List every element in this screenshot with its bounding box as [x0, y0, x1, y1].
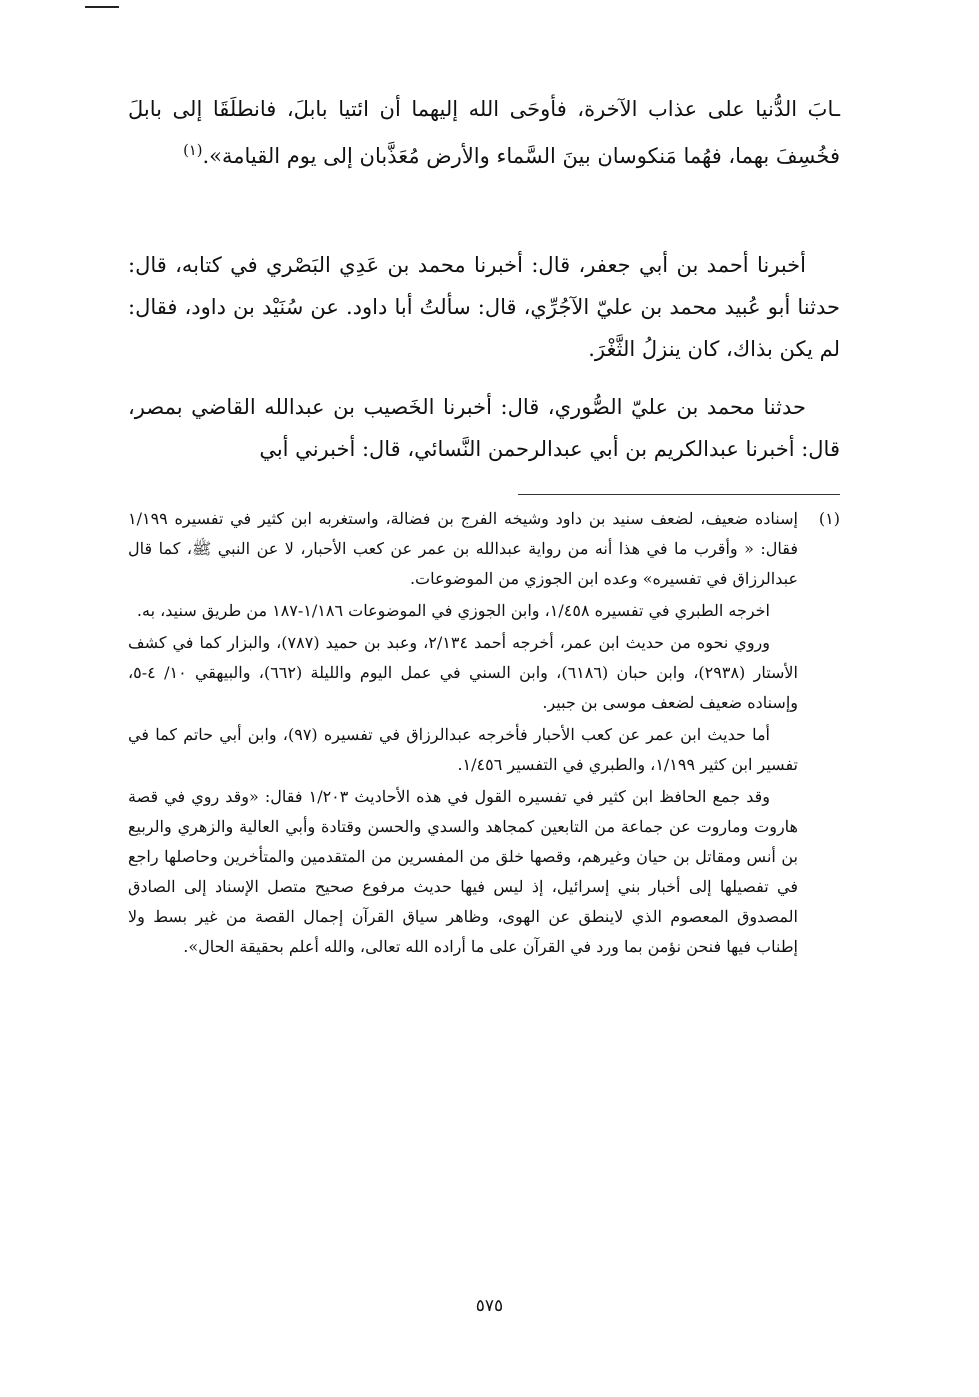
footnote-paragraph: وقد جمع الحافظ ابن كثير في تفسيره القول في هذه الأحاديث ١/٢٠٣ فقال: «وقد روي في قصة هاروت وماروت عن جماعة من التابعين كمجاهد والسدي والحسن وقتادة وأبي العالية والزهري والربيع بن أنس ومقاتل بن حيان وغيرهم، وقصها خلق من المفسرين من المتقدمين والمتأخرين وحاصلها راجع في تفصيلها إلى أخبار بني إسرائيل، إذ ليس فيها حديث مرفوع صحيح متصل الإسناد إلى الصادق المصدوق المعصوم الذي لاينطق عن الهوى، وظاهر سياق القرآن إجمال القصة من غير بسط ولا إطناب فيها فنحن نؤمن بما ورد في القرآن على ما أراده الله تعالى، والله أعلم بحقيقة الحال».	[128, 787, 798, 956]
footnote-body	[128, 504, 798, 964]
footnote-reference: (١)	[183, 142, 203, 159]
footnote-paragraph: إسناده ضعيف، لضعف سنيد بن داود وشيخه الفرج بن فضالة، واستغربه ابن كثير في تفسيره ١/١٩٩ فقال: « وأقرب ما في هذا أنه من رواية عبدالله بن عمر عن كعب الأحبار، لا عن النبي ﷺ، كما قال عبدالرزاق في تفسيره» وعده ابن الجوزي من الموضوعات.	[128, 509, 798, 588]
footnote-paragraph: وروي نحوه من حديث ابن عمر، أخرجه أحمد ٢/١٣٤، وعبد بن حميد (٧٨٧)، والبزار كما في كشف الأستار (٢٩٣٨)، وابن حبان (٦١٨٦)، وابن السني في عمل اليوم والليلة (٦٦٢)، والبيهقي ١٠/ ٤-٥، وإسناده ضعيف لضعف موسى بن جبير.	[128, 633, 798, 712]
main-text-2: أخبرنا أحمد بن أبي جعفر، قال: أخبرنا محمد بن عَدِي البَصْري في كتابه، قال: حدثنا أبو عُبيد محمد بن عليّ الآجُرِّي، قال: سألتُ أبا داود. عن سُنَيْد بن داود، فقال: لم يكن بذاك، كان ينزلُ الثَّغْرَ.	[128, 253, 840, 361]
main-paragraph-2	[128, 244, 840, 370]
page-number: ٥٧٥	[475, 1296, 504, 1316]
footnote-paragraph: اخرجه الطبري في تفسيره ١/٤٥٨، وابن الجوزي في الموضوعات ١/١٨٦-١٨٧ من طريق سنيد، به.	[136, 601, 770, 620]
main-text-1: ـابَ الدُّنيا على عذاب الآخرة، فأوحَى الله إليهما أن ائتيا بابلَ، فانطلَقَا إلى بابلَ فخُسِفَ بهما، فهُما مَنكوسان بينَ السَّماء والأرض مُعَذَّبان إلى يوم القيامة».	[128, 97, 840, 168]
footnote-separator	[518, 494, 840, 495]
footnotes-section	[128, 504, 840, 964]
footnote-paragraph: أما حديث ابن عمر عن كعب الأحبار فأخرجه عبدالرزاق في تفسيره (٩٧)، وابن أبي حاتم كما في تفسير ابن كثير ١/١٩٩، والطبري في التفسير ١/٤٥٦.	[128, 725, 798, 774]
main-paragraph-1	[128, 88, 840, 177]
main-paragraph-3	[128, 386, 840, 470]
header-rule	[85, 6, 119, 8]
footnote-1	[128, 504, 840, 964]
footnote-marker: (١)	[818, 509, 840, 528]
main-text-3: حدثنا محمد بن عليّ الصُّوري، قال: أخبرنا الخَصيب بن عبدالله القاضي بمصر، قال: أخبرنا عبدالكريم بن أبي عبدالرحمن النَّسائي، قال: أخبرني أبي	[128, 395, 840, 461]
